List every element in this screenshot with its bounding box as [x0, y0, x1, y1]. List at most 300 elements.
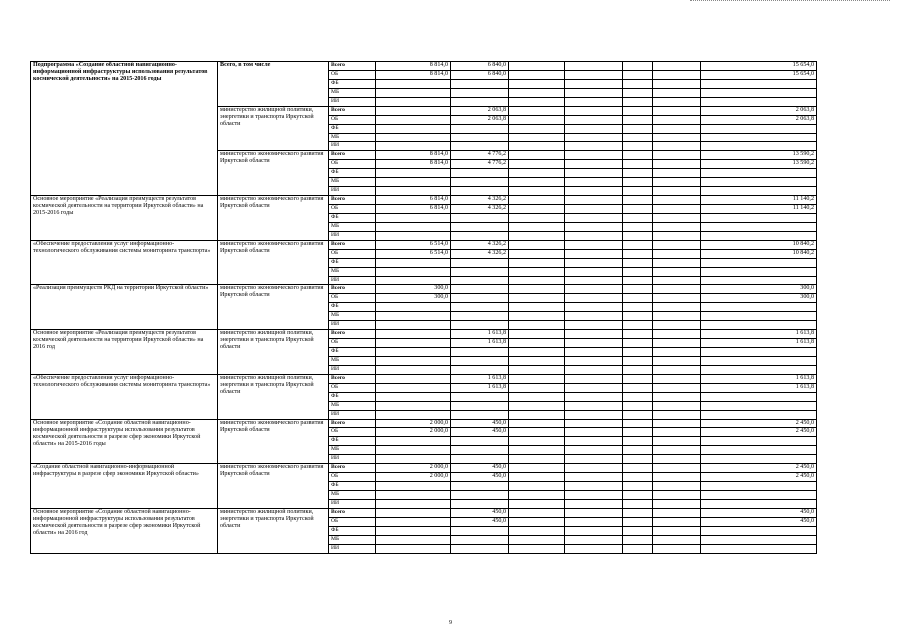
empty-cell: [509, 213, 565, 222]
empty-cell: [653, 294, 701, 303]
funding-source-cell: ИИ: [329, 455, 376, 464]
empty-cell: [653, 535, 701, 544]
program-name-cell: Основное мероприятие «Создание областной навигационно-информационной инфраструктуры использования результатов космической деятельности в разрезе сфер экономики Иркутской области» на 2015-2016 годы: [31, 419, 218, 464]
empty-cell: [565, 249, 623, 258]
value-2015-cell: 8 814,0: [376, 160, 451, 169]
empty-cell: [509, 544, 565, 553]
empty-cell: [565, 133, 623, 142]
value-2015-cell: [376, 79, 451, 88]
value-2016-cell: [451, 321, 509, 330]
empty-cell: [509, 464, 565, 473]
empty-cell: [565, 205, 623, 214]
empty-cell: [653, 401, 701, 410]
empty-cell: [623, 455, 653, 464]
total-cell: 13 590,2: [701, 160, 817, 169]
funding-source-cell: Всего: [329, 196, 376, 205]
total-cell: 11 140,2: [701, 196, 817, 205]
empty-cell: [509, 410, 565, 419]
total-cell: 1 613,8: [701, 339, 817, 348]
value-2015-cell: 6 814,0: [376, 196, 451, 205]
value-2016-cell: 450,0: [451, 473, 509, 482]
empty-cell: [509, 285, 565, 294]
table-row: [31, 240, 817, 249]
empty-cell: [653, 97, 701, 106]
empty-cell: [653, 526, 701, 535]
responsible-cell: министерство экономического развития Иркутской области: [218, 419, 329, 464]
empty-cell: [653, 499, 701, 508]
empty-cell: [509, 133, 565, 142]
value-2015-cell: [376, 339, 451, 348]
empty-cell: [653, 62, 701, 71]
value-2016-cell: 450,0: [451, 464, 509, 473]
total-cell: [701, 356, 817, 365]
value-2015-cell: [376, 213, 451, 222]
value-2015-cell: 2 000,0: [376, 464, 451, 473]
empty-cell: [565, 106, 623, 115]
empty-cell: [623, 473, 653, 482]
value-2015-cell: [376, 356, 451, 365]
empty-cell: [653, 70, 701, 79]
responsible-cell: министерство жилищной политики, энергетики и транспорта Иркутской области: [218, 330, 329, 375]
empty-cell: [509, 97, 565, 106]
empty-cell: [653, 508, 701, 517]
empty-cell: [565, 231, 623, 240]
responsible-cell: Всего, в том числе: [218, 62, 329, 107]
empty-cell: [623, 321, 653, 330]
value-2016-cell: [451, 544, 509, 553]
empty-cell: [623, 106, 653, 115]
value-2015-cell: [376, 544, 451, 553]
table-row: [31, 374, 817, 383]
total-cell: 1 613,8: [701, 383, 817, 392]
value-2015-cell: [376, 142, 451, 151]
funding-source-cell: МБ: [329, 446, 376, 455]
total-cell: [701, 499, 817, 508]
empty-cell: [509, 249, 565, 258]
value-2016-cell: [451, 79, 509, 88]
value-2015-cell: [376, 508, 451, 517]
responsible-cell: министерство жилищной политики, энергетики и транспорта Иркутской области: [218, 106, 329, 151]
value-2015-cell: [376, 499, 451, 508]
empty-cell: [623, 178, 653, 187]
empty-cell: [565, 178, 623, 187]
empty-cell: [653, 330, 701, 339]
value-2015-cell: [376, 401, 451, 410]
total-cell: [701, 535, 817, 544]
empty-cell: [509, 70, 565, 79]
empty-cell: [565, 356, 623, 365]
empty-cell: [565, 187, 623, 196]
value-2015-cell: [376, 258, 451, 267]
empty-cell: [509, 339, 565, 348]
value-2015-cell: 2 000,0: [376, 428, 451, 437]
funding-source-cell: ИИ: [329, 410, 376, 419]
total-cell: [701, 79, 817, 88]
value-2016-cell: [451, 142, 509, 151]
top-edge-artifact: [690, 0, 890, 2]
funding-source-cell: ФБ: [329, 348, 376, 357]
funding-source-cell: ФБ: [329, 79, 376, 88]
empty-cell: [623, 330, 653, 339]
funding-source-cell: ОБ: [329, 205, 376, 214]
empty-cell: [565, 62, 623, 71]
empty-cell: [653, 196, 701, 205]
empty-cell: [565, 365, 623, 374]
empty-cell: [653, 455, 701, 464]
program-name-cell: Основное мероприятие «Реализация преимуществ результатов космической деятельности на территории Иркутской области» на 2016 год: [31, 330, 218, 375]
value-2015-cell: [376, 526, 451, 535]
total-cell: [701, 133, 817, 142]
empty-cell: [653, 356, 701, 365]
table-row: [31, 419, 817, 428]
value-2016-cell: [451, 97, 509, 106]
value-2016-cell: 450,0: [451, 419, 509, 428]
funding-source-cell: ИИ: [329, 321, 376, 330]
empty-cell: [509, 62, 565, 71]
value-2016-cell: [451, 482, 509, 491]
empty-cell: [509, 169, 565, 178]
value-2015-cell: 8 814,0: [376, 62, 451, 71]
value-2016-cell: [451, 348, 509, 357]
empty-cell: [623, 339, 653, 348]
value-2015-cell: [376, 374, 451, 383]
empty-cell: [623, 231, 653, 240]
value-2015-cell: [376, 321, 451, 330]
empty-cell: [653, 383, 701, 392]
empty-cell: [509, 321, 565, 330]
value-2016-cell: [451, 303, 509, 312]
empty-cell: [509, 473, 565, 482]
value-2016-cell: [451, 455, 509, 464]
value-2016-cell: [451, 124, 509, 133]
total-cell: [701, 169, 817, 178]
funding-source-cell: ИИ: [329, 276, 376, 285]
empty-cell: [623, 258, 653, 267]
funding-source-cell: ОБ: [329, 115, 376, 124]
program-name-cell: «Обеспечение предоставления услуг информационно-технологического обслуживания системы мониторинга транспорта»: [31, 240, 218, 285]
empty-cell: [565, 437, 623, 446]
table-row: [31, 508, 817, 517]
value-2016-cell: [451, 526, 509, 535]
value-2015-cell: 300,0: [376, 285, 451, 294]
empty-cell: [623, 544, 653, 553]
empty-cell: [509, 392, 565, 401]
value-2016-cell: [451, 285, 509, 294]
empty-cell: [509, 517, 565, 526]
value-2016-cell: 4 326,2: [451, 249, 509, 258]
total-cell: [701, 455, 817, 464]
total-cell: [701, 446, 817, 455]
empty-cell: [653, 285, 701, 294]
empty-cell: [623, 169, 653, 178]
funding-source-cell: МБ: [329, 356, 376, 365]
empty-cell: [509, 142, 565, 151]
empty-cell: [623, 356, 653, 365]
empty-cell: [509, 187, 565, 196]
funding-source-cell: Всего: [329, 151, 376, 160]
total-cell: [701, 231, 817, 240]
empty-cell: [565, 115, 623, 124]
empty-cell: [653, 491, 701, 500]
total-cell: 10 840,2: [701, 249, 817, 258]
total-cell: [701, 348, 817, 357]
funding-source-cell: Всего: [329, 240, 376, 249]
empty-cell: [653, 312, 701, 321]
value-2016-cell: 1 613,8: [451, 383, 509, 392]
empty-cell: [623, 276, 653, 285]
empty-cell: [623, 62, 653, 71]
total-cell: [701, 124, 817, 133]
funding-source-cell: Всего: [329, 419, 376, 428]
empty-cell: [653, 482, 701, 491]
empty-cell: [623, 160, 653, 169]
empty-cell: [565, 508, 623, 517]
empty-cell: [509, 312, 565, 321]
total-cell: [701, 222, 817, 231]
value-2015-cell: 2 000,0: [376, 473, 451, 482]
empty-cell: [509, 267, 565, 276]
empty-cell: [653, 473, 701, 482]
empty-cell: [509, 115, 565, 124]
table-body: [31, 62, 817, 554]
total-cell: 2 063,8: [701, 106, 817, 115]
empty-cell: [653, 365, 701, 374]
empty-cell: [509, 535, 565, 544]
table-row: [31, 196, 817, 205]
empty-cell: [565, 321, 623, 330]
empty-cell: [623, 70, 653, 79]
empty-cell: [565, 544, 623, 553]
funding-source-cell: ИИ: [329, 499, 376, 508]
total-cell: 10 840,2: [701, 240, 817, 249]
total-cell: [701, 213, 817, 222]
program-name-cell: «Создание областной навигационно-информационной инфраструктуры в разрезе сфер экономики Иркутской области»: [31, 464, 218, 509]
value-2016-cell: [451, 356, 509, 365]
funding-source-cell: МБ: [329, 535, 376, 544]
value-2016-cell: 4 776,2: [451, 160, 509, 169]
value-2016-cell: 450,0: [451, 517, 509, 526]
total-cell: 15 654,0: [701, 70, 817, 79]
empty-cell: [653, 437, 701, 446]
empty-cell: [653, 544, 701, 553]
funding-source-cell: МБ: [329, 222, 376, 231]
value-2016-cell: 6 840,0: [451, 70, 509, 79]
total-cell: [701, 312, 817, 321]
funding-source-cell: ФБ: [329, 213, 376, 222]
total-cell: 13 590,2: [701, 151, 817, 160]
value-2015-cell: 6 514,0: [376, 249, 451, 258]
total-cell: [701, 142, 817, 151]
empty-cell: [509, 437, 565, 446]
empty-cell: [653, 348, 701, 357]
value-2015-cell: 6 814,0: [376, 205, 451, 214]
empty-cell: [565, 222, 623, 231]
empty-cell: [565, 339, 623, 348]
value-2016-cell: 4 776,2: [451, 151, 509, 160]
empty-cell: [653, 240, 701, 249]
empty-cell: [623, 482, 653, 491]
empty-cell: [653, 446, 701, 455]
total-cell: [701, 392, 817, 401]
empty-cell: [623, 303, 653, 312]
empty-cell: [653, 276, 701, 285]
empty-cell: [509, 88, 565, 97]
empty-cell: [623, 535, 653, 544]
empty-cell: [623, 205, 653, 214]
funding-source-cell: МБ: [329, 178, 376, 187]
empty-cell: [623, 222, 653, 231]
value-2015-cell: [376, 187, 451, 196]
table-row: [31, 330, 817, 339]
empty-cell: [653, 106, 701, 115]
empty-cell: [623, 428, 653, 437]
empty-cell: [623, 410, 653, 419]
empty-cell: [509, 446, 565, 455]
value-2016-cell: [451, 178, 509, 187]
empty-cell: [509, 428, 565, 437]
empty-cell: [565, 446, 623, 455]
responsible-cell: министерство экономического развития Иркутской области: [218, 285, 329, 330]
funding-source-cell: Всего: [329, 508, 376, 517]
empty-cell: [565, 258, 623, 267]
empty-cell: [565, 312, 623, 321]
funding-source-cell: ФБ: [329, 437, 376, 446]
value-2015-cell: [376, 392, 451, 401]
empty-cell: [565, 535, 623, 544]
total-cell: 2 450,0: [701, 428, 817, 437]
empty-cell: [623, 446, 653, 455]
value-2015-cell: [376, 535, 451, 544]
empty-cell: [565, 70, 623, 79]
value-2016-cell: [451, 276, 509, 285]
empty-cell: [623, 213, 653, 222]
funding-source-cell: ФБ: [329, 392, 376, 401]
empty-cell: [565, 473, 623, 482]
program-name-cell: Основное мероприятие «Реализация преимуществ результатов космической деятельности на территории Иркутской области» на 2015-2016 годы: [31, 196, 218, 241]
value-2015-cell: [376, 312, 451, 321]
total-cell: 2 450,0: [701, 464, 817, 473]
empty-cell: [509, 455, 565, 464]
value-2015-cell: [376, 482, 451, 491]
value-2016-cell: 450,0: [451, 508, 509, 517]
empty-cell: [623, 464, 653, 473]
value-2015-cell: [376, 446, 451, 455]
total-cell: [701, 276, 817, 285]
empty-cell: [653, 88, 701, 97]
value-2016-cell: [451, 222, 509, 231]
value-2016-cell: 1 613,8: [451, 374, 509, 383]
value-2016-cell: [451, 365, 509, 374]
empty-cell: [509, 419, 565, 428]
total-cell: [701, 258, 817, 267]
empty-cell: [509, 222, 565, 231]
empty-cell: [565, 482, 623, 491]
total-cell: 2 450,0: [701, 419, 817, 428]
empty-cell: [565, 124, 623, 133]
empty-cell: [565, 348, 623, 357]
empty-cell: [623, 142, 653, 151]
empty-cell: [653, 142, 701, 151]
empty-cell: [623, 124, 653, 133]
total-cell: [701, 410, 817, 419]
empty-cell: [509, 401, 565, 410]
empty-cell: [509, 276, 565, 285]
funding-source-cell: ИИ: [329, 231, 376, 240]
program-name-cell: Подпрограмма «Создание областной навигационно-информационной инфраструктуры использования результатов космической деятельности» на 2015-2016 годы: [31, 62, 218, 196]
value-2015-cell: [376, 178, 451, 187]
empty-cell: [653, 374, 701, 383]
total-cell: 2 450,0: [701, 473, 817, 482]
empty-cell: [623, 517, 653, 526]
empty-cell: [565, 276, 623, 285]
empty-cell: [623, 196, 653, 205]
value-2015-cell: [376, 169, 451, 178]
empty-cell: [653, 339, 701, 348]
value-2015-cell: [376, 303, 451, 312]
empty-cell: [509, 151, 565, 160]
empty-cell: [565, 464, 623, 473]
empty-cell: [623, 151, 653, 160]
total-cell: [701, 482, 817, 491]
empty-cell: [623, 285, 653, 294]
value-2015-cell: [376, 348, 451, 357]
empty-cell: [565, 169, 623, 178]
responsible-cell: министерство экономического развития Иркутской области: [218, 464, 329, 509]
empty-cell: [653, 517, 701, 526]
program-name-cell: «Обеспечение предоставления услуг информационно-технологического обслуживания системы мониторинга транспорта»: [31, 374, 218, 419]
funding-source-cell: МБ: [329, 401, 376, 410]
empty-cell: [509, 383, 565, 392]
empty-cell: [565, 374, 623, 383]
funding-source-cell: Всего: [329, 464, 376, 473]
value-2015-cell: [376, 517, 451, 526]
empty-cell: [653, 249, 701, 258]
empty-cell: [565, 151, 623, 160]
empty-cell: [565, 294, 623, 303]
empty-cell: [509, 526, 565, 535]
empty-cell: [623, 88, 653, 97]
total-cell: 1 613,8: [701, 374, 817, 383]
funding-source-cell: МБ: [329, 88, 376, 97]
total-cell: 15 654,0: [701, 62, 817, 71]
empty-cell: [565, 455, 623, 464]
value-2015-cell: [376, 124, 451, 133]
empty-cell: [653, 428, 701, 437]
empty-cell: [623, 526, 653, 535]
empty-cell: [509, 178, 565, 187]
total-cell: [701, 187, 817, 196]
empty-cell: [509, 196, 565, 205]
value-2015-cell: [376, 106, 451, 115]
funding-source-cell: ОБ: [329, 249, 376, 258]
value-2015-cell: [376, 276, 451, 285]
empty-cell: [623, 240, 653, 249]
responsible-cell: министерство экономического развития Иркутской области: [218, 151, 329, 196]
funding-source-cell: ФБ: [329, 526, 376, 535]
funding-source-cell: МБ: [329, 133, 376, 142]
total-cell: [701, 97, 817, 106]
funding-source-cell: ИИ: [329, 142, 376, 151]
empty-cell: [623, 79, 653, 88]
empty-cell: [565, 303, 623, 312]
value-2016-cell: [451, 535, 509, 544]
empty-cell: [565, 267, 623, 276]
value-2015-cell: [376, 115, 451, 124]
empty-cell: [653, 133, 701, 142]
funding-source-cell: ОБ: [329, 473, 376, 482]
value-2016-cell: 4 326,2: [451, 205, 509, 214]
value-2016-cell: [451, 437, 509, 446]
